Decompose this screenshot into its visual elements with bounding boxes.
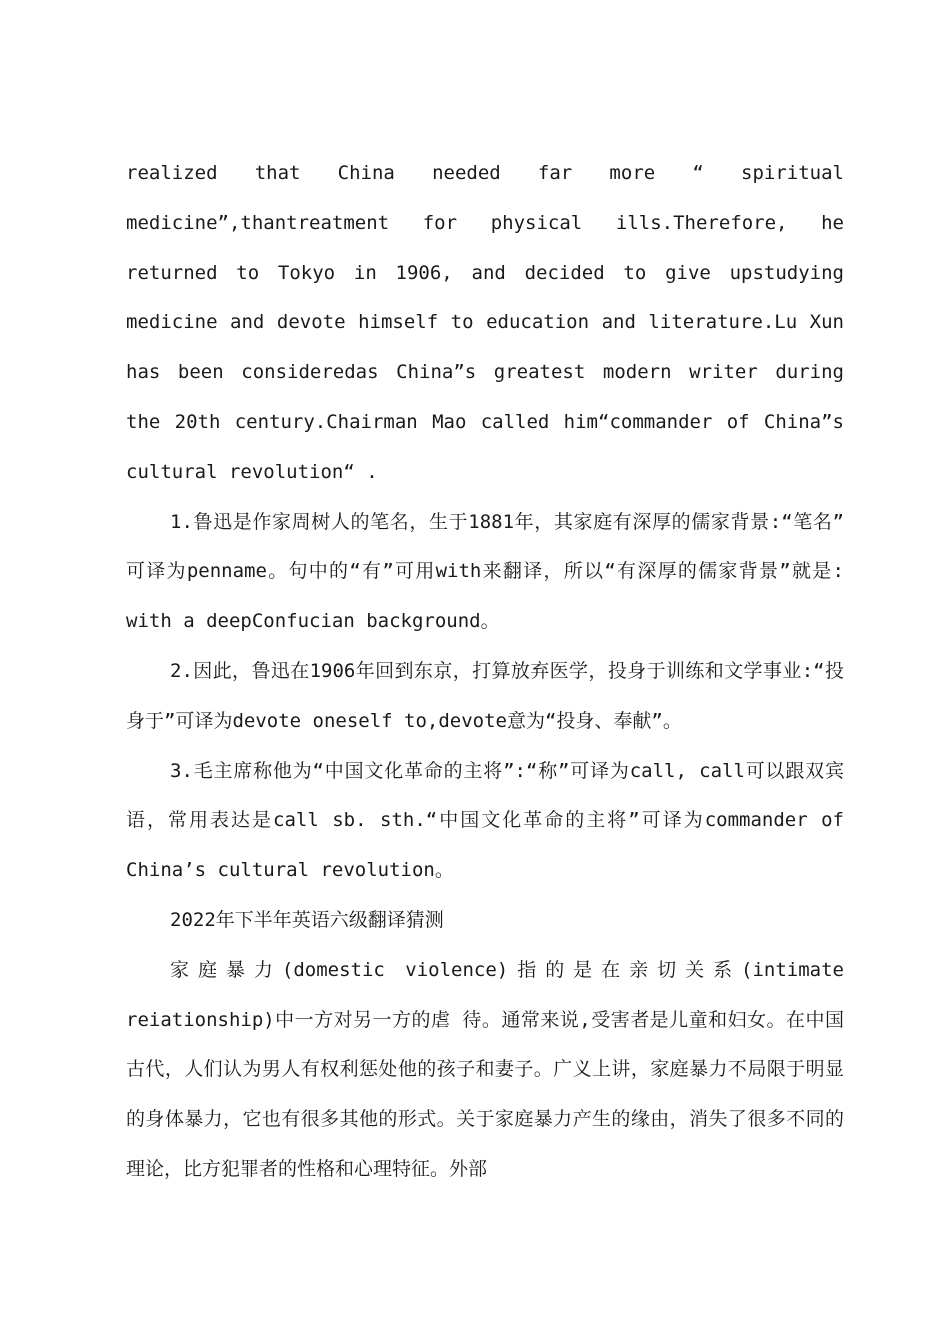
paragraph-note-2: 2.因此，鲁迅在1906年回到东京，打算放弃医学，投身于训练和文学事业:“投身于”可译为devote oneself to,devote意为“投身、奉献”。 [126, 659, 844, 732]
section-heading: 2022年下半年英语六级翻译猜测 [170, 908, 444, 931]
paragraph-domestic-violence: 家庭暴力(domestic violence)指的是在亲切关系(intimate reiationship)中一方对另一方的虐 待。通常来说,受害者是儿童和妇女。在中国古代，人们认为男人有权利惩处他的孩子和妻子。广义上讲，家庭暴力不局限于明显的身体暴力，它也有很多其他的形式。关于家庭暴力产生的缘由，消失了很多不同的理论，比方犯罪者的性格和心理特征。外部 [126, 958, 844, 1180]
document-body [126, 149, 844, 1195]
paragraph-lu-xun-english: realized that China needed far more “ spiritual medicine”,thantreatment for physical ills.Therefore, he returned to Tokyo in 1906, and decided to give upstudying medicine and devote himself to education and literature.Lu Xun has been consideredas China”s greatest modern writer during the 20th century.Chairman Mao called him“commander of China”s cultural revolution“ . [126, 162, 844, 483]
paragraph-note-1: 1.鲁迅是作家周树人的笔名，生于1881年，其家庭有深厚的儒家背景:“笔名” 可译为penname。句中的“有”可用with来翻译，所以“有深厚的儒家背景”就是: with a deepConfucian background。 [126, 510, 844, 633]
paragraph-note-3: 3.毛主席称他为“中国文化革命的主将”:“称”可译为call, call可以跟双宾语，常用表达是call sb. sth.“中国文化革命的主将”可译为commander of China’s cultural revolution。 [126, 759, 844, 882]
